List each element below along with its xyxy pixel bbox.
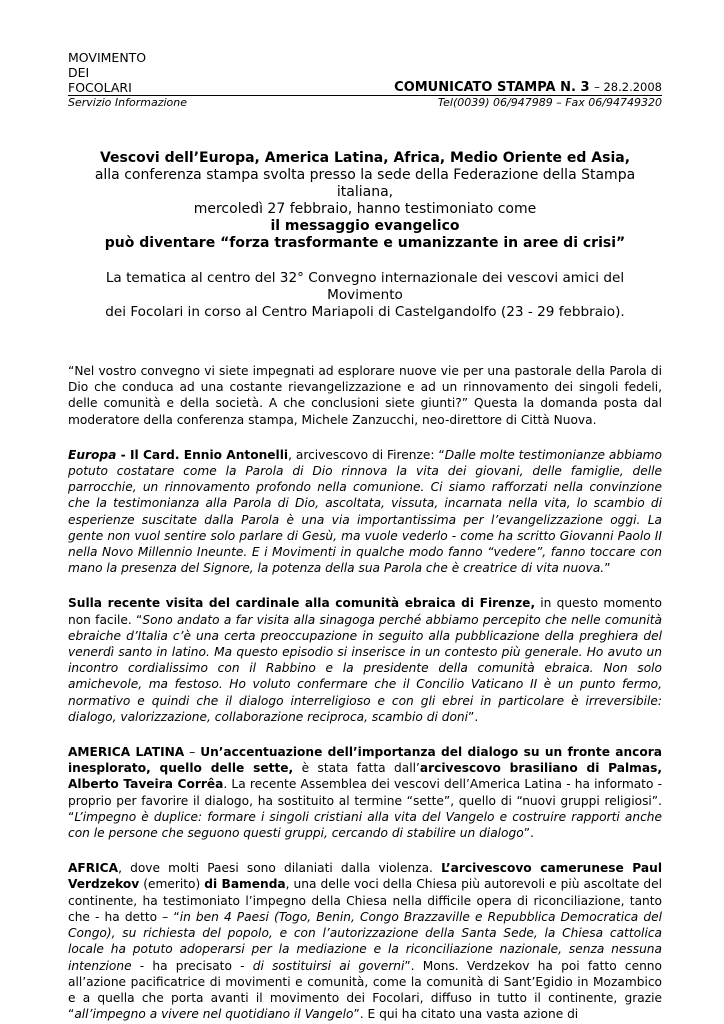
america-paragraph — [68, 744, 662, 841]
europa-dash: - — [116, 447, 130, 462]
press-release-date: – 28.2.2008 — [594, 80, 662, 94]
america-dash: – — [184, 745, 201, 760]
press-release-title — [394, 80, 662, 95]
europa-paragraph — [68, 447, 662, 577]
america-label: AMERICA LATINA — [68, 745, 185, 760]
europa-close: ” — [604, 561, 611, 576]
africa-text-6: ”. E qui ha citato una vasta azione di — [353, 1007, 579, 1022]
africa-text-4: - ha precisato - — [131, 958, 253, 973]
america-speaker: arcivescovo brasiliano di Palmas, Alberto Taveira Corrêa — [68, 761, 662, 792]
africa-quote-3: all’impegno a vivere nel quotidiano il Vangelo — [74, 1007, 354, 1022]
service-row — [68, 95, 662, 110]
america-close: ”. — [523, 826, 534, 841]
america-mid: è stata fatta dall’ — [293, 761, 420, 776]
firenze-paragraph — [68, 595, 662, 725]
africa-speaker-2: di Bamenda — [204, 877, 286, 892]
america-rest: . La recente Assemblea dei vescovi dell’America Latina - ha informato - proprio per favorire il dialogo, ha sostituito al termine “sette”, quello di “nuovi gruppi religiosi”. “ — [68, 777, 662, 824]
africa-quote-1: in ben 4 Paesi (Togo, Benin, Congo Brazzaville e Repubblica Democratica del Congo), su richiesta del popolo, e con l’autorizzazione della Santa Sede, la Chiesa cattolica locale ha potuto adoperarsi per la mediazione e la riconciliazione nazionale, senza nessuna intenzione — [68, 909, 662, 973]
africa-paragraph — [68, 860, 662, 1022]
firenze-close: ”. — [468, 709, 479, 724]
africa-text-3: , una delle voci della Chiesa più autorevoli e più ascoltate del continente, ha testimoniato l’impegno della Chiesa nella difficile opera di riconciliazione, tanto che - ha detto – “ — [68, 877, 663, 924]
subheadline — [68, 270, 662, 321]
contact-info: Tel(0039) 06/947989 – Fax 06/94749320 — [437, 96, 662, 109]
europa-role: , arcivescovo di Firenze: “ — [288, 447, 445, 462]
america-lead: Un’accentuazione dell’importanza del dialogo su un fronte ancora inesplorato, quello delle sette, — [68, 745, 663, 776]
subhead-line-2: dei Focolari in corso al Centro Mariapoli di Castelgandolfo (23 - 29 febbraio). — [105, 304, 625, 320]
firenze-lead: Sulla recente visita del cardinale alla comunità ebraica di Firenze, — [68, 596, 536, 611]
africa-text-2: (emerito) — [139, 877, 205, 892]
subhead-line-1: La tematica al centro del 32° Convegno internazionale dei vescovi amici del Movimento — [105, 270, 625, 303]
headline-line-1: Vescovi dell’Europa, America Latina, Africa, Medio Oriente ed Asia, — [99, 150, 631, 166]
firenze-rest: in questo momento non facile. “ — [68, 596, 663, 627]
europa-quote: Dalle molte testimonianze abbiamo potuto costatare come la Parola di Dio rinnova la vita dei giovani, delle famiglie, delle parrocchie, un rinnovamento profondo nella comunione. Ci siamo rafforzati nella convinzione che la testimonianza alla Parola di Dio, ascoltata, vissuta, incarnata nella vita, lo scambio di esperienze suscitate dalla Parola è una via importantissima per l’evangelizzazione oggi. La gente non vuol sentire solo parlare di Gesù, ma vuole vederlo - come ha scritto Giovanni Paolo II nella Novo Millennio Ineunte. E i Movimenti in qualche modo fanno “vedere”, fanno toccare con mano la presenza del Signore, la potenza della sua Parola che è creatrice di vita nuova. — [68, 447, 662, 576]
organization-name — [68, 50, 662, 80]
headline-line-4: il messaggio evangelico — [270, 218, 460, 234]
headline-line-5: può diventare “forza trasformante e umanizzante in aree di crisi” — [104, 235, 626, 251]
africa-text-5: ”. Mons. Verdzekov ha poi fatto cenno all’azione pacificatrice di movimenti e comunità, come la comunità di Sant’Egidio in Mozambico e a quella che porta avanti il movimento dei Focolari, diffuso in tutto il continente, grazie “ — [68, 958, 662, 1022]
header-row — [68, 80, 662, 95]
org-line-1: MOVIMENTO — [68, 50, 147, 65]
europa-speaker: Il Card. Ennio Antonelli — [129, 447, 289, 462]
africa-label: AFRICA — [68, 861, 119, 876]
document-page — [68, 50, 662, 1022]
america-quote: L’impegno è duplice: formare i singoli cristiani alla vita del Vangelo e costruire rapporti anche con le persone che seguono questi gruppi, cercando di stabilire un dialogo — [68, 809, 662, 841]
org-line-2: DEI — [68, 65, 90, 80]
africa-text-1: , dove molti Paesi sono dilaniati dalla violenza. — [118, 861, 442, 876]
service-label: Servizio Informazione — [68, 96, 187, 109]
firenze-quote: Sono andato a far visita alla sinagoga perché abbiamo percepito che nelle comunità ebraiche d’Italia c’è una certa preoccupazione in seguito alla pubblicazione della preghiera del venerdì santo in latino. Ma questo episodio si inserisce in un contesto più generale. Ho avuto un incontro cordialissimo con il Rabbino e la presidente della comunità ebraica. Non solo amichevole, ma festoso. Ho voluto confermare che il Concilio Vaticano II è un punto fermo, normativo e quindi che il dialogo interreligioso e con gli ebrei in particolare è irreversibile: dialogo, valorizzazione, collaborazione reciproca, scambio di doni — [68, 612, 662, 724]
africa-quote-2: di sostituirsi ai governi — [252, 958, 405, 973]
org-line-3: FOCOLARI — [68, 80, 132, 95]
europa-label: Europa — [68, 447, 117, 462]
headline — [68, 150, 662, 252]
headline-line-3: mercoledì 27 febbraio, hanno testimoniato come — [193, 201, 537, 217]
intro-paragraph: “Nel vostro convegno vi siete impegnati ad esplorare nuove vie per una pastorale della Parola di Dio che conduca ad una costante rievangelizzazione e ad un rinnovamento dei singoli fedeli, delle comunità e della società. A che conclusioni siete giunti?” Questa la domanda posta dal moderatore della conferenza stampa, Michele Zanzucchi, neo-direttore di Città Nuova. — [68, 364, 662, 427]
africa-speaker-1: L’arcivescovo camerunese Paul Verdzekov — [68, 861, 662, 892]
press-release-number: COMUNICATO STAMPA N. 3 — [394, 80, 590, 95]
headline-line-2: alla conferenza stampa svolta presso la sede della Federazione della Stampa italiana, — [94, 167, 636, 200]
